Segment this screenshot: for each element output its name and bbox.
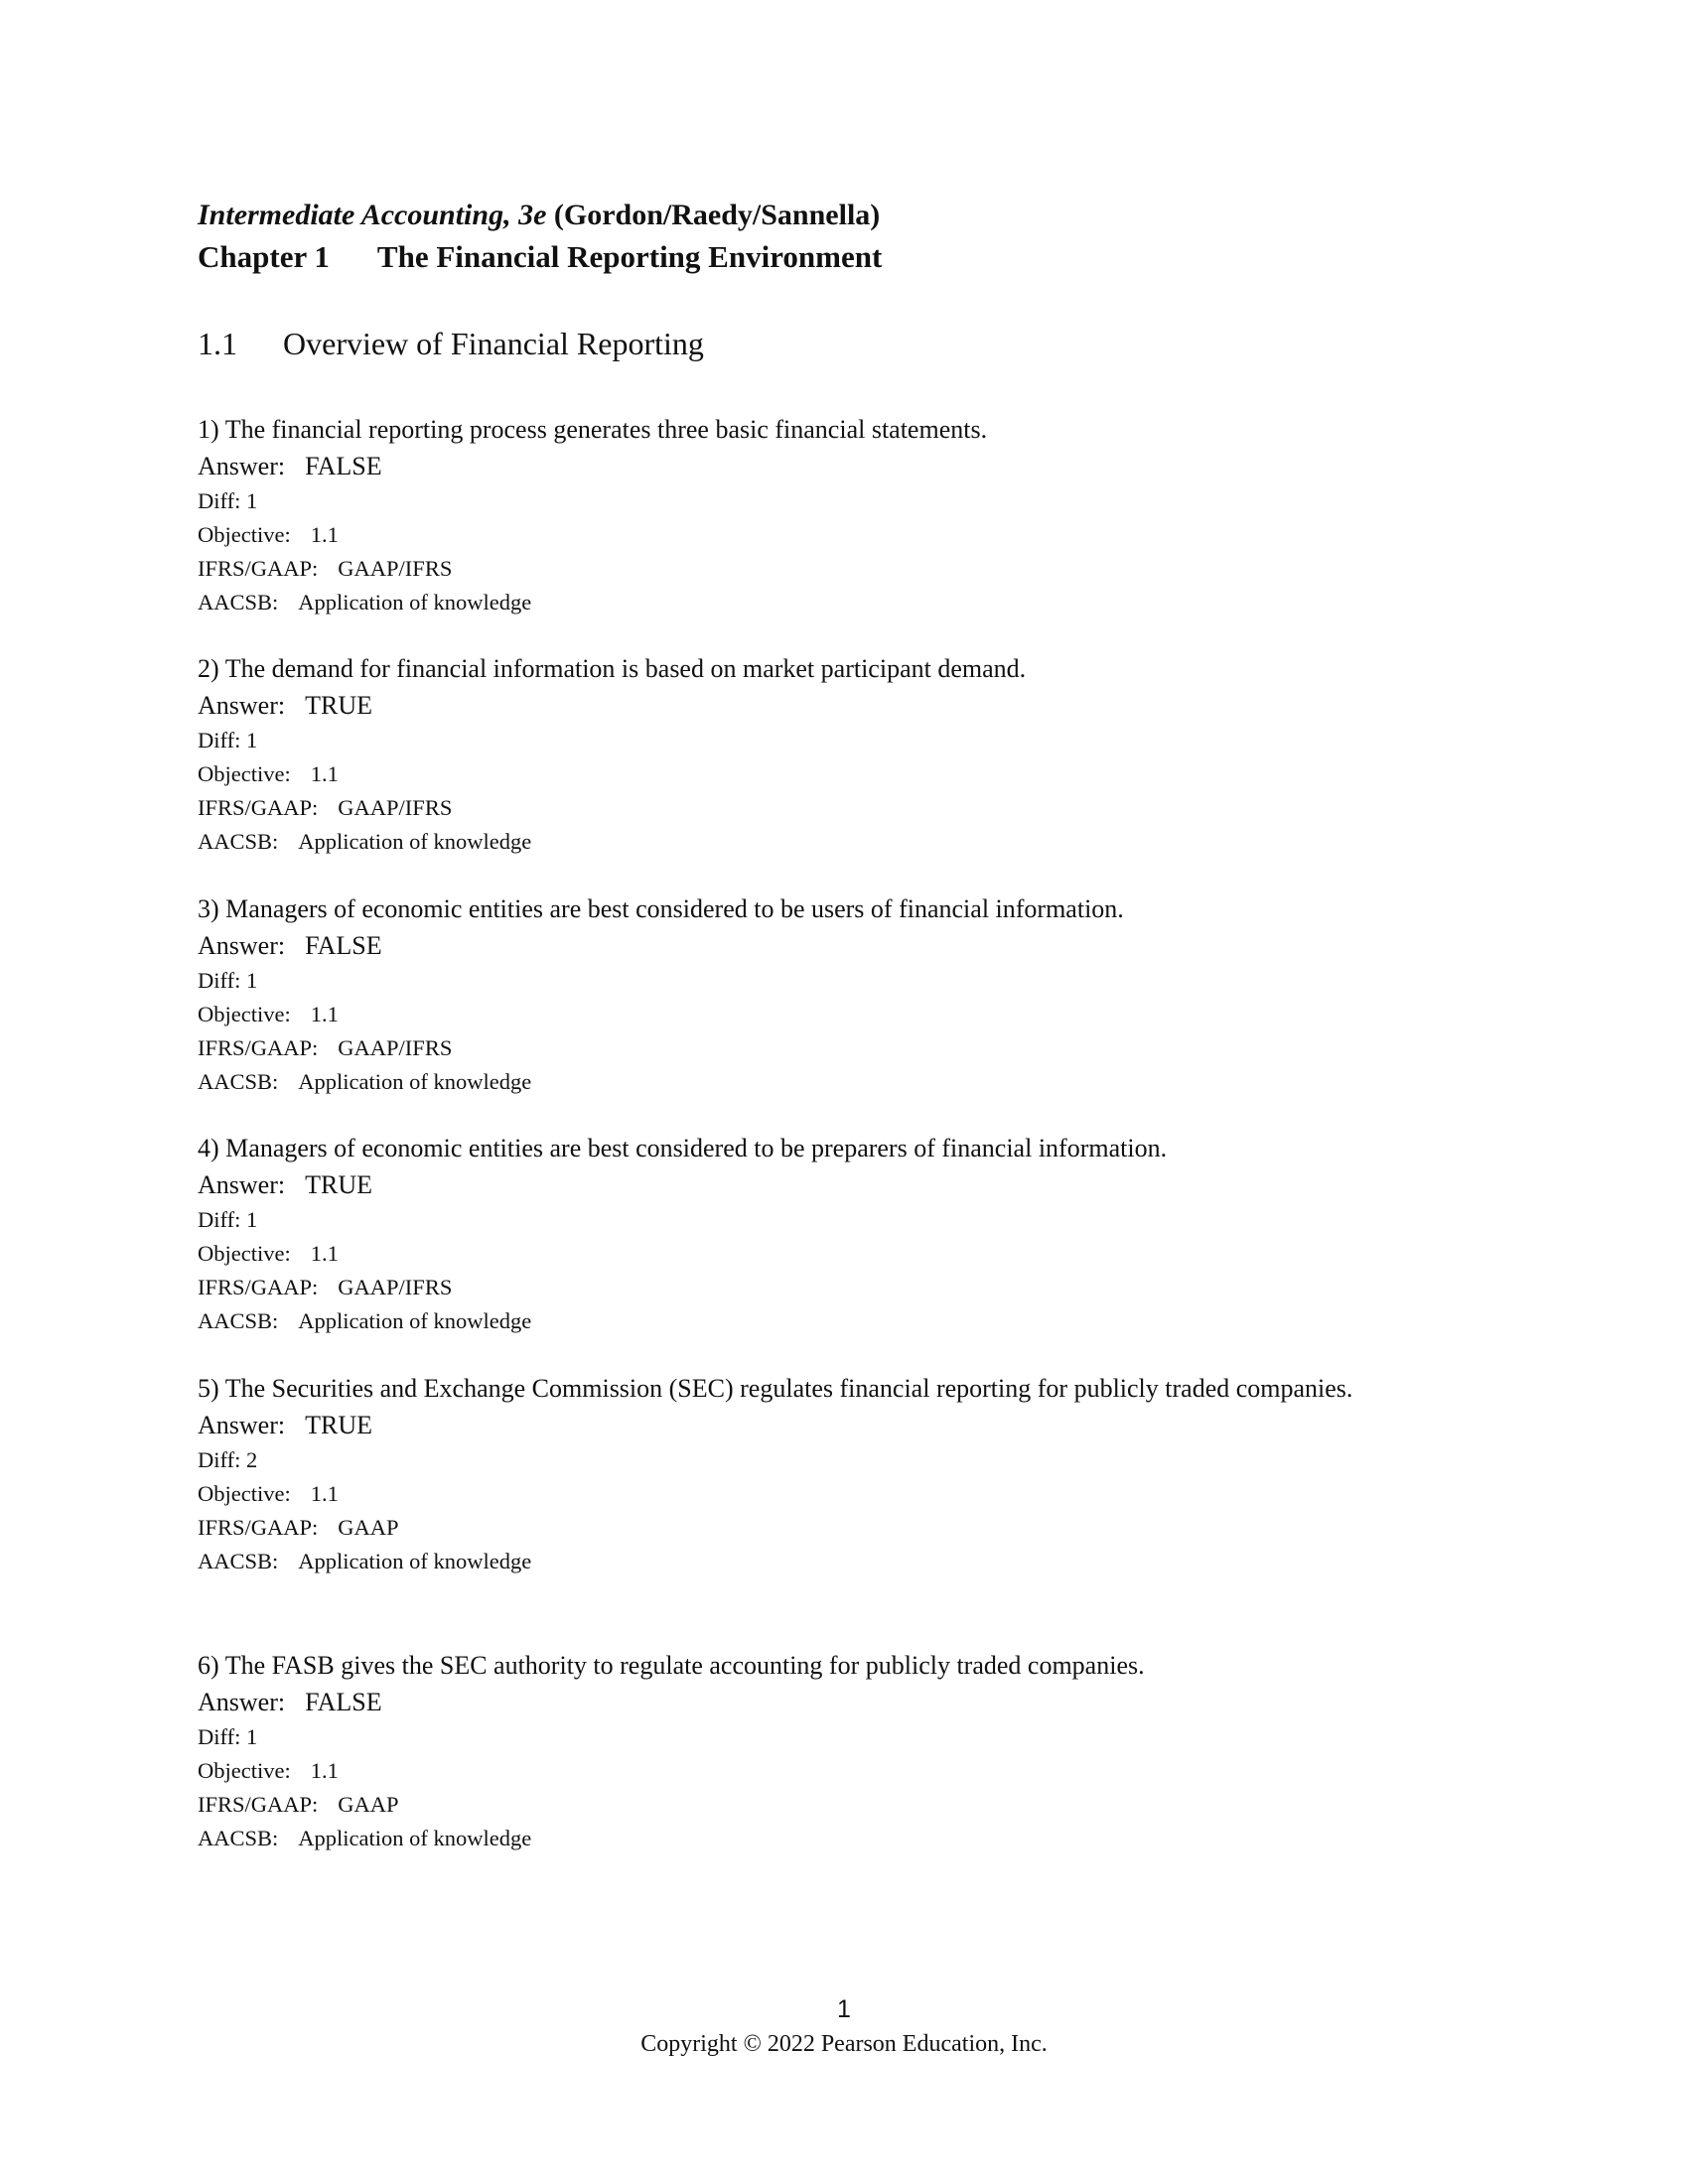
question-text: 3) Managers of economic entities are best considered to be users of financial information.	[198, 894, 1124, 923]
diff-label: Diff:	[198, 968, 241, 993]
page-number: 1	[837, 1995, 851, 2023]
ifrs-value: GAAP	[338, 1792, 399, 1817]
question-text: 4) Managers of economic entities are best considered to be preparers of financial information.	[198, 1134, 1168, 1162]
authors: (Gordon/Raedy/Sannella)	[553, 199, 881, 231]
answer-label: Answer:	[198, 1170, 286, 1199]
ifrs-line	[198, 791, 1439, 825]
objective-value: 1.1	[310, 1481, 339, 1506]
diff-value: 1	[245, 968, 258, 993]
ifrs-value: GAAP/IFRS	[338, 1035, 453, 1060]
answer-line	[198, 687, 1439, 724]
question-item	[198, 411, 1439, 619]
objective-line	[198, 1754, 1439, 1788]
copyright: Copyright © 2022 Pearson Education, Inc.	[640, 2031, 1048, 2057]
diff-label: Diff:	[198, 1447, 241, 1472]
objective-value: 1.1	[310, 1758, 339, 1783]
aacsb-label: AACSB:	[198, 1069, 279, 1094]
answer-line	[198, 1407, 1439, 1443]
diff-line	[198, 724, 1439, 757]
diff-value: 2	[245, 1447, 258, 1472]
aacsb-label: AACSB:	[198, 1308, 279, 1333]
diff-line	[198, 484, 1439, 518]
objective-label: Objective:	[198, 761, 291, 786]
objective-value: 1.1	[310, 522, 339, 547]
diff-line	[198, 1203, 1439, 1237]
objective-label: Objective:	[198, 522, 291, 547]
section-title: Overview of Financial Reporting	[283, 326, 704, 361]
answer-value: FALSE	[305, 452, 382, 480]
objective-line	[198, 998, 1439, 1031]
ifrs-label: IFRS/GAAP:	[198, 1275, 319, 1299]
aacsb-value: Application of knowledge	[298, 1069, 532, 1094]
aacsb-label: AACSB:	[198, 1549, 279, 1573]
chapter-title: The Financial Reporting Environment	[376, 239, 883, 274]
aacsb-line	[198, 1065, 1439, 1099]
answer-label: Answer:	[198, 452, 286, 480]
ifrs-value: GAAP	[338, 1515, 399, 1540]
book-title-line	[198, 199, 880, 232]
section-heading	[198, 326, 704, 362]
aacsb-label: AACSB:	[198, 1826, 279, 1850]
question-item	[198, 1130, 1439, 1338]
objective-line	[198, 1237, 1439, 1271]
objective-line	[198, 757, 1439, 791]
objective-label: Objective:	[198, 1002, 291, 1026]
ifrs-line	[198, 1511, 1439, 1545]
objective-value: 1.1	[310, 1002, 339, 1026]
diff-label: Diff:	[198, 488, 241, 513]
diff-label: Diff:	[198, 1724, 241, 1749]
answer-value: TRUE	[305, 691, 372, 720]
ifrs-line	[198, 552, 1439, 586]
objective-label: Objective:	[198, 1481, 291, 1506]
book-title: Intermediate Accounting, 3e	[198, 199, 547, 231]
answer-label: Answer:	[198, 1411, 286, 1439]
ifrs-label: IFRS/GAAP:	[198, 1515, 319, 1540]
aacsb-value: Application of knowledge	[298, 1308, 532, 1333]
objective-label: Objective:	[198, 1241, 291, 1266]
diff-label: Diff:	[198, 728, 241, 752]
answer-label: Answer:	[198, 931, 286, 960]
answer-line	[198, 1166, 1439, 1203]
chapter-heading	[198, 239, 882, 275]
ifrs-line	[198, 1031, 1439, 1065]
diff-line	[198, 1443, 1439, 1477]
diff-value: 1	[245, 1724, 258, 1749]
ifrs-label: IFRS/GAAP:	[198, 556, 319, 581]
question-text: 1) The financial reporting process generates three basic financial statements.	[198, 415, 988, 444]
aacsb-line	[198, 825, 1439, 859]
aacsb-line	[198, 1822, 1439, 1855]
diff-value: 1	[245, 728, 258, 752]
objective-line	[198, 518, 1439, 552]
aacsb-label: AACSB:	[198, 590, 279, 614]
aacsb-value: Application of knowledge	[298, 1826, 532, 1850]
question-text: 6) The FASB gives the SEC authority to regulate accounting for publicly traded companies.	[198, 1651, 1145, 1680]
aacsb-line	[198, 586, 1439, 619]
ifrs-value: GAAP/IFRS	[338, 1275, 453, 1299]
chapter-label: Chapter 1	[198, 239, 330, 274]
answer-value: FALSE	[305, 931, 382, 960]
answer-line	[198, 448, 1439, 484]
aacsb-line	[198, 1304, 1439, 1338]
question-item	[198, 1370, 1439, 1578]
question-text: 2) The demand for financial information is based on market participant demand.	[198, 654, 1027, 683]
aacsb-value: Application of knowledge	[298, 1549, 532, 1573]
objective-line	[198, 1477, 1439, 1511]
section-number: 1.1	[198, 326, 237, 361]
diff-label: Diff:	[198, 1207, 241, 1232]
ifrs-label: IFRS/GAAP:	[198, 1792, 319, 1817]
question-item	[198, 650, 1439, 859]
answer-label: Answer:	[198, 691, 286, 720]
diff-line	[198, 964, 1439, 998]
diff-value: 1	[245, 1207, 258, 1232]
answer-line	[198, 927, 1439, 964]
objective-value: 1.1	[310, 761, 339, 786]
answer-label: Answer:	[198, 1688, 286, 1716]
diff-value: 1	[245, 488, 258, 513]
answer-value: TRUE	[305, 1411, 372, 1439]
ifrs-line	[198, 1271, 1439, 1304]
objective-label: Objective:	[198, 1758, 291, 1783]
question-item	[198, 890, 1439, 1099]
question-text: 5) The Securities and Exchange Commission (SEC) regulates financial reporting for publicly traded companies.	[198, 1374, 1353, 1403]
answer-value: FALSE	[305, 1688, 382, 1716]
ifrs-value: GAAP/IFRS	[338, 556, 453, 581]
ifrs-label: IFRS/GAAP:	[198, 795, 319, 820]
aacsb-label: AACSB:	[198, 829, 279, 854]
question-item	[198, 1647, 1439, 1855]
aacsb-value: Application of knowledge	[298, 829, 532, 854]
answer-line	[198, 1684, 1439, 1720]
ifrs-label: IFRS/GAAP:	[198, 1035, 319, 1060]
ifrs-line	[198, 1788, 1439, 1822]
diff-line	[198, 1720, 1439, 1754]
objective-value: 1.1	[310, 1241, 339, 1266]
aacsb-value: Application of knowledge	[298, 590, 532, 614]
answer-value: TRUE	[305, 1170, 372, 1199]
aacsb-line	[198, 1545, 1439, 1578]
ifrs-value: GAAP/IFRS	[338, 795, 453, 820]
